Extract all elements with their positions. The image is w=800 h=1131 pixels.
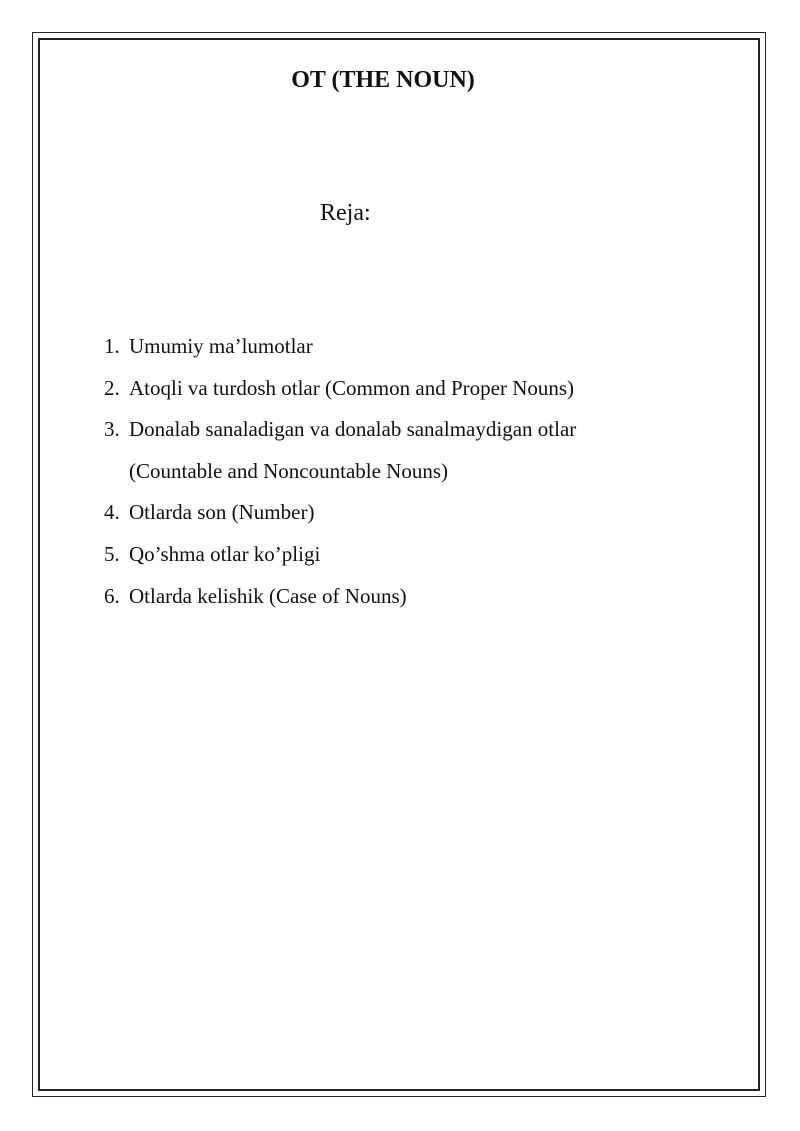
plan-item-number: 3. (104, 417, 120, 442)
plan-item-text: Otlarda son (Number) (129, 500, 315, 525)
plan-item-4 (104, 492, 576, 534)
plan-item-text: Donalab sanaladigan va donalab sanalmaydigan otlar (129, 417, 577, 442)
plan-item-number: 4. (104, 500, 120, 525)
plan-list (104, 326, 576, 617)
plan-item-number: 5. (104, 541, 120, 566)
plan-item-1 (104, 326, 576, 368)
plan-item-number: 2. (104, 375, 120, 400)
plan-heading: Reja: (320, 200, 371, 226)
document-title: OT (THE NOUN) (291, 67, 475, 93)
plan-item-text-wrapped (129, 409, 576, 492)
plan-item-number: 1. (104, 334, 120, 358)
plan-item-5 (104, 534, 576, 576)
plan-item-text-continued: (Countable and Noncountable Nouns) (129, 458, 449, 483)
plan-item-2 (104, 368, 576, 410)
plan-item-text: Otlarda kelishik (Case of Nouns) (129, 583, 407, 608)
plan-item-text: Atoqli va turdosh otlar (Common and Proper Nouns) (129, 375, 575, 400)
plan-item-3 (104, 409, 576, 492)
plan-item-number: 6. (104, 583, 120, 608)
plan-item-6 (104, 576, 576, 618)
plan-item-text: Umumiy ma’lumotlar (129, 334, 313, 358)
plan-item-text: Qo’shma otlar ko’pligi (129, 541, 321, 566)
